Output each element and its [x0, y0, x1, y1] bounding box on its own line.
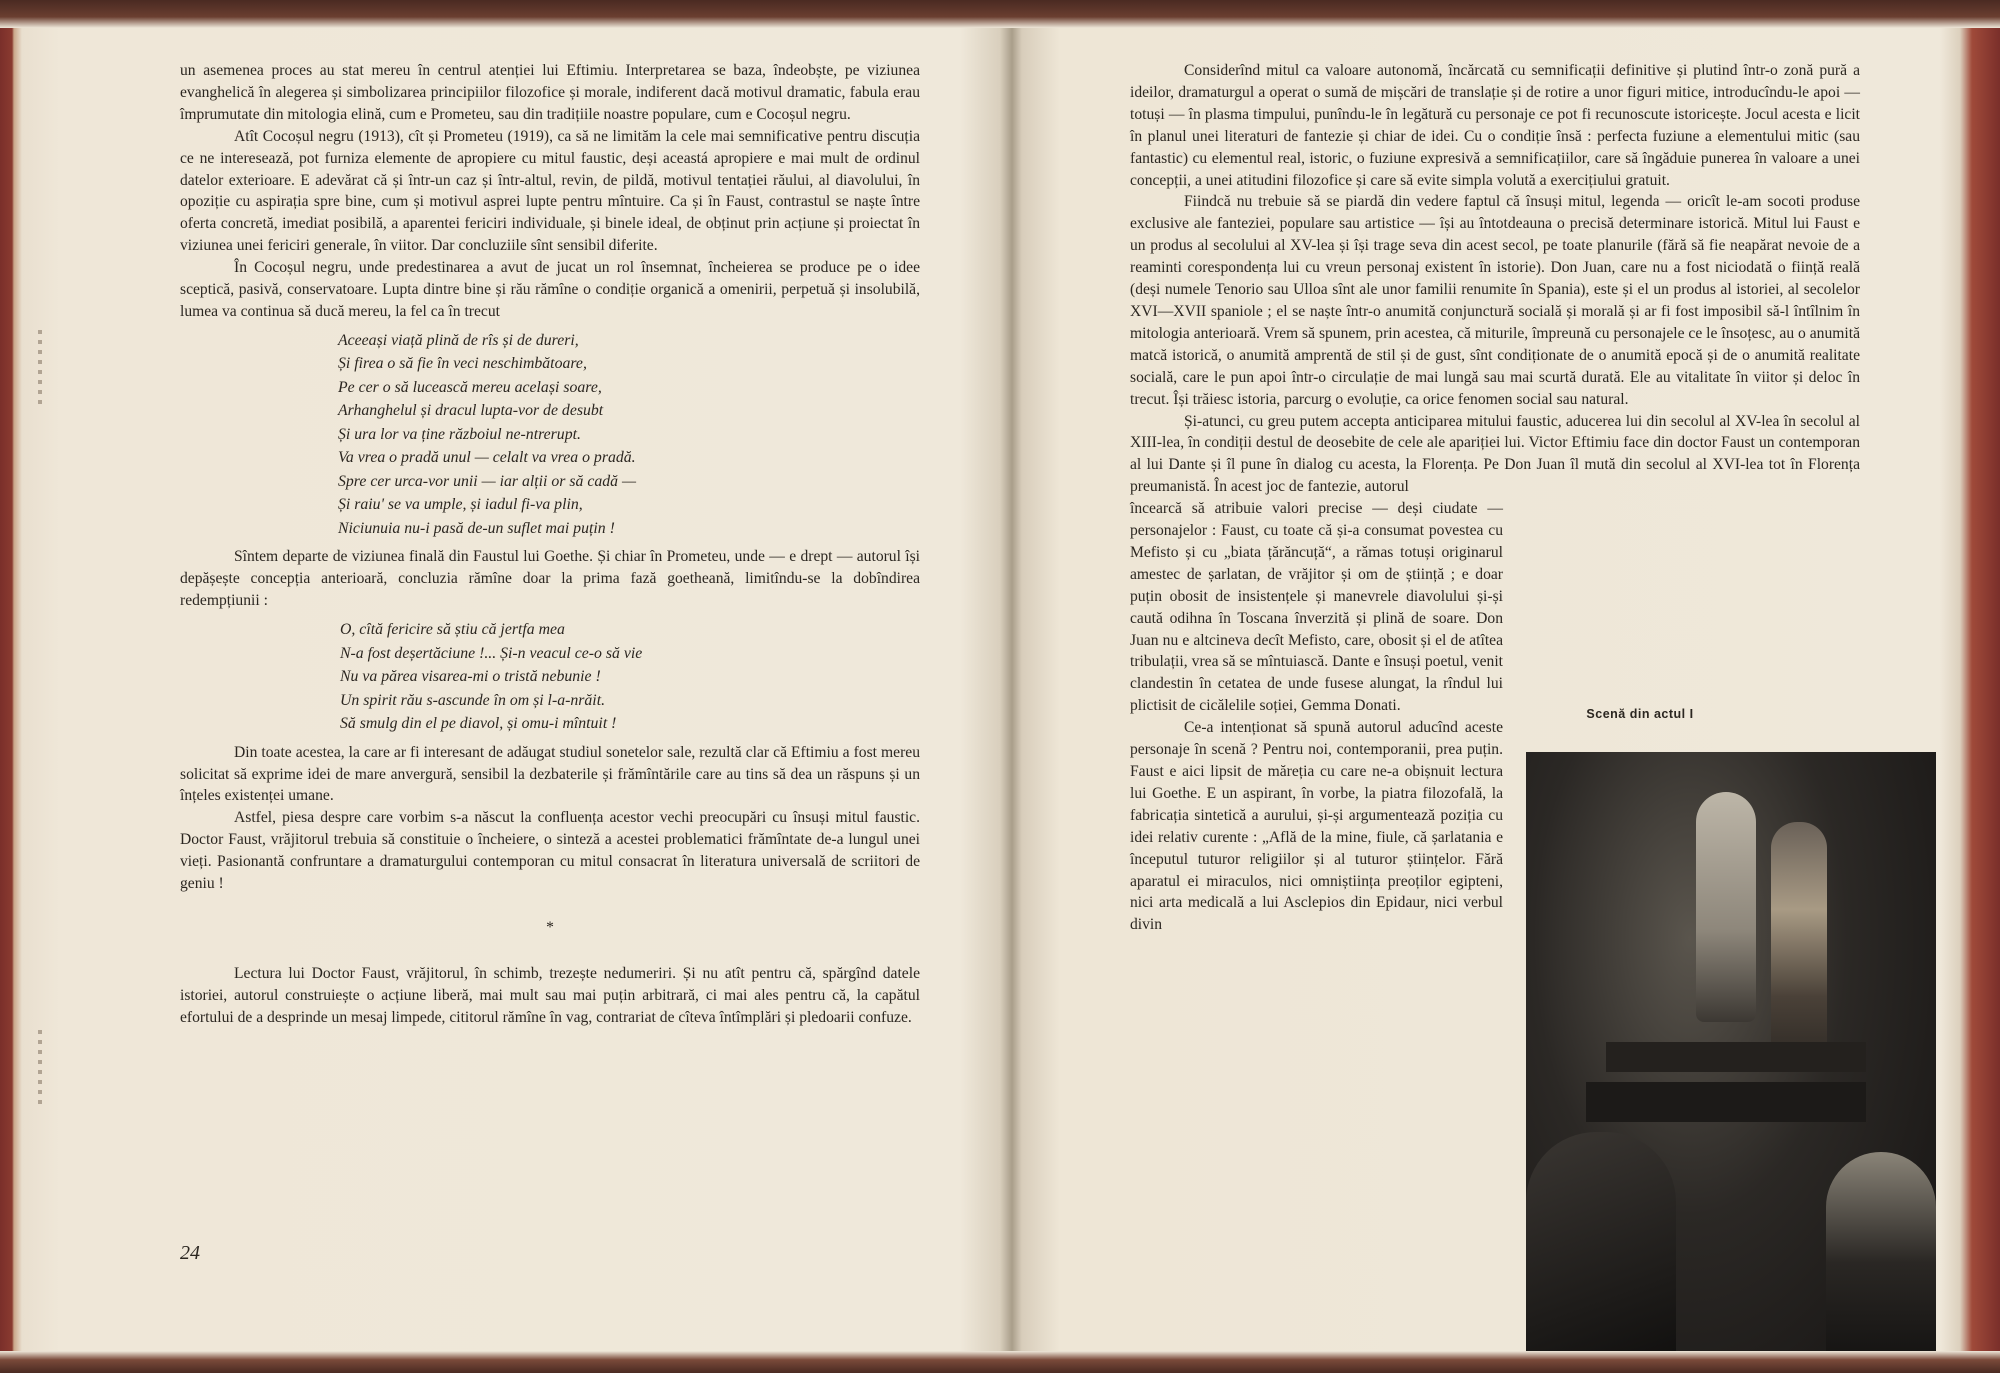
page-edge [38, 330, 42, 410]
verse-line: Și firea o să fie în veci neschimbătoare, [338, 355, 587, 373]
paragraph: Și-atunci, cu greu putem accepta anticiparea mitului faustic, aducerea lui din secolul al XV-lea în secolul al XIII-lea, în condiții destul de deosebite de cele ale apariției lui. Victor Eftimiu face din doctor Faust un contemporan al lui Dante și îl pune în dialog cu acesta, la Florența. Pe Don Juan îl mută din secolul al XVI-lea tot în Florența preumanistă. În acest joc de fantezie, autorul [1130, 412, 1860, 496]
paragraph: încearcă să atribuie valori precise — deși ciudate — personajelor : Faust, cu toate că și-a consumat povestea cu Mefisto și cu „biata țărăncuță“, a rămas totuși originarul amestec de șarlatan, de vrăjitor și om de știință ; e doar puțin obosit de insistențele și manevrele diavolului și-și caută odihna în Toscana înverzită și plină de soare. Don Juan nu e altcineva decît Mefisto, care, obosit și el de atîtea tribulații, vrea să se mîntuiască. Dante e însuși poetul, venit clandestin în cetatea de unde fusese alungat, la rîndul lui plictisit de cicălelile soției, Gemma Donati. [1130, 500, 1503, 715]
paragraph: Astfel, piesa despre care vorbim s-a născut la confluența acestor vechi preocupări cu însuși mitul faustic. Doctor Faust, vrăjitorul trebuia să constituie o încheiere, o sinteză a acestei problematici frămîntate de-a lungul unei vieți. Pasionantă confruntare a dramaturgului contemporan cu mitul consacrat în literatura universală de scriitori de geniu ! [180, 809, 920, 893]
verse-line: Va vrea o pradă unul — celalt va vrea o pradă. [338, 449, 636, 467]
verse-line: Și ura lor va ține războiul ne-ntrerupt. [338, 425, 581, 443]
paragraph: Din toate acestea, la care ar fi interesant de adăugat studiul sonetelor sale, rezultă clar că Eftimiu a fost mereu solicitat să exprime idei de mare anvergură, sensibil la dezbaterile și frămîntările care au tins să dea un răspuns și un înțeles existenței umane. [180, 743, 920, 805]
stair-step [1606, 1042, 1866, 1072]
paragraph: Ce-a intenționat să spună autorul aducînd aceste personaje în scenă ? Pentru noi, contemporanii, prea puțin. Faust e aici lipsit de măreția cu care ne-a obișnuit lectura lui Goethe. E un aspirant, în vorbe, la piatra filozofală, la fabricația sintetică a aurului, și-și argumentează poziția cu idei relativ curente : „Află de la mine, fiule, că șarlatania e începutul tuturor religiilor și al tuturor științelor. Fără aparatul ei miraculos, nici omniștiința preoților egipteni, nici arta medicală a lui Asclepios din Epidaur, nici verbul divin [1130, 719, 1503, 934]
page-number: 24 [180, 1242, 200, 1264]
paragraph: Sîntem departe de viziunea finală din Faustul lui Goethe. Și chiar în Prometeu, unde — e drept — autorul își depășește concepția anterioară, concluzia rămîne doar la prima fază goetheană, limitîndu-se la dobîndirea redempțiunii : [180, 548, 920, 610]
figure-woman [1696, 792, 1756, 1022]
paragraph: Atît Cocoșul negru (1913), cît și Prometeu (1919), ca să ne limităm la cele mai semnificative pentru discuția ce ne interesează, pot furniza elemente de apropiere cu mitul faustic, deși aceastá apropiere e mai mult de ordinul datelor exterioare. E adevărat că și într-un caz și într-altul, revin, de pildă, motivul tentației răului, al diavolului, în opoziție cu aspirația spre bine, cum și motivul asprei lupte pentru mîntuire. Ca și în Faust, contrastul se naște între oferta concretă, imediat posibilă, a aparentei fericiri individuale, și binele ideal, de obținut prin acțiune și proiectat în viziunea unei fericiri generale, în viitor. Dar concluziile sînt sensibil diferite. [180, 127, 920, 255]
verse-line: Să smulg din el pe diavol, și omu-i mîntuit ! [340, 715, 617, 733]
paragraph: În Cocoșul negru, unde predestinarea a avut de jucat un rol însemnat, încheierea se produce pe o idee sceptică, pasivă, conservatoare. Lupta dintre bine și rău rămîne o condiție organică a omenirii, perpetuă și insolubilă, lumea va continua să ducă mereu, la fel ca în trecut [180, 259, 920, 320]
verse-line: O, cîtă fericire să știu că jertfa mea [340, 621, 565, 639]
verse-line: Spre cer urca-vor unii — iar alții or să cadă — [338, 472, 637, 490]
paragraph: Considerînd mitul ca valoare autonomă, încărcată cu semnificații definitive și plutind într-o zonă pură a ideilor, dramaturgul a operat o sumă de mișcări de translație și de rotire a unor figuri mitice, introducîndu-le apoi — totuși — în plasma timpului, punîndu-le în legătură cu personaje ce pot fi recunoscute istoricește. Jocul acesta e licit în planul unei literaturi de fantezie și chiar de idei. Cu o condiție însă : perfecta fuziune a elementului mitic (sau fantastic) cu elementul real, istoric, o fuziune expresivă a semnificațiilor, care să îngăduie punerea în valoare a unei concepții, a unei atitudini filozofice și care să evite simpla volută a exercițiului gratuit. [1130, 62, 1860, 189]
verse-line: Și raiu' se va umple, și iadul fi-va plin, [338, 496, 583, 514]
stair-step [1586, 1082, 1866, 1122]
figure-man [1771, 822, 1827, 1072]
verse-block [340, 618, 920, 736]
stage-photo [1526, 752, 1936, 1373]
verse-line: Niciunuia nu-i pasă de-un suflet mai puțin ! [338, 519, 615, 537]
figure-cloaked [1526, 1132, 1676, 1373]
verse-line: Aceeași viață plină de rîs și de dureri, [338, 331, 579, 349]
paragraph: un asemenea proces au stat mereu în centrul atenției lui Eftimiu. Interpretarea se baza, îndeobște, pe viziunea evanghelică în alegerea și simbolizarea principiilor filozofice și morale, indiferent dacă motivul dramatic, fabula erau împrumutate din mitologia elină, cum e Prometeu, sau din tradițiile noastre populare, cum e Cocoșul negru. [180, 62, 920, 123]
section-separator: * [546, 918, 554, 936]
verse-block [338, 329, 920, 541]
photo-caption: Scenă din actul I [1586, 707, 1694, 721]
verse-line: Pe cer o să lucească mereu același soare, [338, 378, 602, 396]
paragraph: Lectura lui Doctor Faust, vrăjitorul, în schimb, trezește nedumeriri. Și nu atît pentru că, spărgînd datele istoriei, autorul construiește o acțiune liberă, mai mult sau mai puțin arbitrară, ci mai ales pentru că, la capătul efortului de a desprinde un mesaj limpede, cititorul rămîne în vag, contrariat de cîteva întîmplări și pledoarii confuze. [180, 964, 920, 1026]
verse-line: Un spirit rău s-ascunde în om și l-a-nrăit. [340, 691, 606, 709]
page-edge [38, 1030, 42, 1110]
paragraph: Fiindcă nu trebuie să se piardă din vedere faptul că însuși mitul, legenda — oricît le-am socoti produse exclusive ale fanteziei, populare sau artistice — își au întotdeauna o precisă determinare istorică. Mitul lui Faust e un produs al secolului al XV-lea și își trage seva din acest secol, pe toate planurile (fără să fie neapărat nevoie de a reaminti corespondența lui cu vreun personaj existent în istorie). Don Juan, care nu a fost niciodată o ființă reală (deși numele Tenorio sau Ulloa sînt ale unor familii renumite în Spania), este și el un produs al istoriei, al secolelor XVI—XVII spaniole ; el se naște într-o anumită conjunctură socială și morală și ar fi fost imposibil să-l întîlnim în mitologia anterioară. Vrem să spunem, prin acestea, că miturile, împreună cu personajele ce le însoțesc, au o anumită matcă istorică, o anumită amprentă de stil și de gust, sînt condiționate de o anumită epocă și de o anumită realitate socială, care le pun apoi într-o circulație de mai lungă sau mai scurtă durată. Ele au vitalitate în viitor și deloc în trecut. Își trăiesc istoria, parcurg o evoluție, ca orice fenomen social sau natural. [1130, 193, 1860, 408]
verse-line: Nu va părea visarea-mi o tristă nebunie ! [340, 668, 601, 686]
verse-line: Arhanghelul și dracul lupta-vor de desubt [338, 402, 604, 420]
verse-line: N-a fost deșertăciune !... Și-n veacul ce-o să vie [340, 644, 643, 662]
figure-elder [1826, 1152, 1936, 1373]
left-page [180, 60, 920, 1029]
